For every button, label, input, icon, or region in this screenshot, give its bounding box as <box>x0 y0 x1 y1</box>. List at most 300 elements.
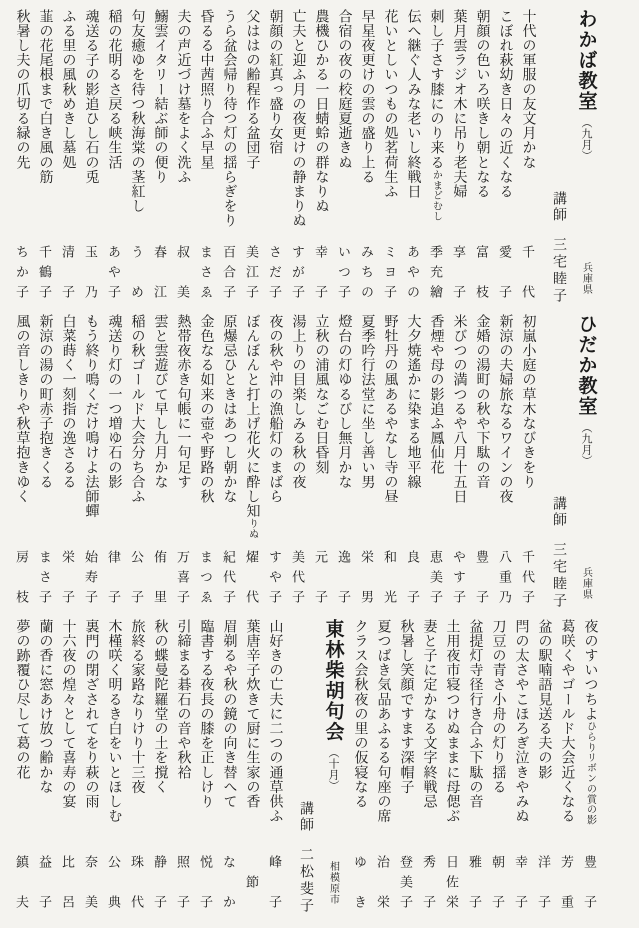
poem-main-text: 合宿の夜の校庭夏逝きぬ <box>336 9 352 170</box>
poem-text <box>314 314 328 475</box>
author-name: 良 子 <box>405 550 420 610</box>
poem-text <box>452 314 466 504</box>
poem-column <box>417 619 440 915</box>
section-title: 東林柴胡句会 <box>322 619 344 742</box>
poem-column <box>286 314 309 610</box>
poem-text <box>153 9 167 184</box>
poem-main-text: 農機ひかる一日蜻蛉の群なりぬ <box>313 9 329 214</box>
poem-text <box>107 9 121 170</box>
poem-text <box>406 9 420 199</box>
poem-main-text: クラス会秋夜の里の仮寝なる <box>352 619 368 809</box>
poem-text <box>383 314 397 504</box>
poem-main-text: 葉月雲ラジオ木に吊り老夫婦 <box>451 9 467 199</box>
poem-column <box>286 9 309 305</box>
poem-main-text: 夢の跡覆ひ尽して葛の花 <box>14 619 30 780</box>
poem-column <box>217 314 240 610</box>
poem-main-text: 米びつの満つるや八月十五日 <box>451 314 467 504</box>
poem-column <box>532 619 555 915</box>
poem-main-text: 雲と雲遊びて早し九月かな <box>152 314 168 490</box>
poem-text <box>15 619 29 780</box>
section-title-column <box>571 9 601 305</box>
author-name: う め <box>129 245 144 305</box>
author-name: 洋 子 <box>536 855 551 915</box>
poem-text <box>176 314 190 489</box>
poem-main-text: もう終り鳴くだけ鳴けよ法師蟬 <box>83 314 99 519</box>
poem-column <box>171 314 194 610</box>
poem-column <box>578 619 601 915</box>
poem-column <box>424 314 447 610</box>
poem-text <box>15 314 29 504</box>
poem-text <box>268 314 282 504</box>
poem-small-text: かまどむし <box>430 169 442 222</box>
poem-column <box>10 619 33 915</box>
author-name: ちか子 <box>14 245 29 305</box>
section-place: 相模原市 <box>327 861 339 905</box>
poem-column <box>148 619 171 915</box>
poem-main-text: 葛咲くやゴールド大会近くなる <box>559 619 575 824</box>
poem-text <box>291 9 305 228</box>
poem-column <box>309 9 332 305</box>
section-period: （九月） <box>580 116 592 161</box>
poem-column <box>332 9 355 305</box>
author-name: 芳 重 <box>559 855 574 915</box>
poem-main-text: 金色なる如来の壺や野路の秋 <box>198 314 214 504</box>
poem-text <box>199 619 213 809</box>
poem-main-text: 盆の駅喃語見送る夫の影 <box>536 619 552 780</box>
poem-text <box>222 9 236 228</box>
author-name: 雅 子 <box>467 855 482 915</box>
lecturer-column <box>545 314 571 623</box>
lecturer-label: 講師 <box>298 801 313 833</box>
poem-main-text: 引締まる碁石の音や秋袷 <box>175 619 191 780</box>
poem-main-text: 稲の花明るさ戻る峡生活 <box>106 9 122 170</box>
poem-column <box>33 314 56 610</box>
poem-column <box>79 314 102 610</box>
author-name: ミヨ子 <box>382 245 397 305</box>
poem-text <box>268 619 282 823</box>
poem-main-text: 夏季吟行法堂に坐し善い男 <box>359 314 375 490</box>
poem-main-text: 早星夜更けの雲の盛り上る <box>359 9 375 185</box>
poem-text <box>38 314 52 489</box>
author-name: 幸 子 <box>513 855 528 915</box>
poem-column <box>470 314 493 610</box>
poem-main-text: 立秋の浦風なごむ日昏刻 <box>313 314 329 475</box>
poem-small-text: ひらりリボンの賞の影 <box>584 721 596 826</box>
poem-text <box>583 619 597 825</box>
author-name: 房 枝 <box>14 550 29 610</box>
poem-text <box>353 619 367 809</box>
poem-column <box>79 619 102 915</box>
author-name: 百合子 <box>221 245 236 305</box>
poem-main-text: 蘭の香に窓あけ放つ齢かな <box>37 619 53 795</box>
section-band-0 <box>10 9 601 305</box>
poem-text <box>38 619 52 794</box>
author-name: まつゑ <box>198 550 213 610</box>
poem-text <box>383 9 397 199</box>
author-name: すが子 <box>290 245 305 305</box>
poem-text <box>429 9 443 222</box>
poem-column <box>125 314 148 610</box>
poem-column <box>171 9 194 305</box>
lecturer-label: 講師 <box>551 496 566 528</box>
poem-main-text: 熱帯夜赤き句帳に一句足す <box>175 314 191 490</box>
poem-text <box>498 314 512 504</box>
poem-main-text: 初嵐小庭の草木なびきをり <box>520 314 536 490</box>
poem-text <box>491 619 505 794</box>
poem-text <box>15 9 29 170</box>
poem-main-text: 臨書する夜長の膝を正しけり <box>198 619 214 809</box>
section-title: わかば教室 <box>575 9 597 112</box>
poem-text <box>245 314 259 539</box>
poem-column <box>263 619 286 915</box>
poem-column <box>470 9 493 305</box>
author-name: ゆ き <box>352 855 367 915</box>
author-name: 春 江 <box>152 245 167 305</box>
poem-column <box>102 9 125 305</box>
poem-column <box>148 314 171 610</box>
poem-main-text: うら盆会帰り待つ灯の揺らぎをり <box>221 9 237 228</box>
poem-text <box>199 314 213 504</box>
poem-main-text: 葉唐辛子炊きて厨に生家の香 <box>244 619 260 809</box>
poem-text <box>521 314 535 489</box>
author-name: な か <box>221 855 236 915</box>
author-name: さだ子 <box>267 245 282 305</box>
poem-text <box>84 619 98 809</box>
lecturer-column <box>292 619 318 928</box>
author-name: 侑 里 <box>152 550 167 610</box>
poem-text <box>360 314 374 489</box>
poem-column <box>447 314 470 610</box>
poem-main-text: 盆提灯寺径行き合ふ下駄の音 <box>467 619 483 809</box>
poem-column <box>33 9 56 305</box>
poem-column <box>516 314 539 610</box>
poem-main-text: 新涼の湯の町赤子抱きくる <box>37 314 53 490</box>
poem-column <box>194 619 217 915</box>
poem-text <box>222 314 236 504</box>
poem-main-text: 妻と子に定かなる文字終戦忌 <box>421 619 437 809</box>
poem-column <box>56 619 79 915</box>
poem-main-text: こぼれ萩幼き日々の近くなる <box>497 9 513 199</box>
poem-main-text: 昏るる中茜照り合ふ早星 <box>198 9 214 170</box>
poem-text <box>314 9 328 213</box>
poem-main-text: 金婚の湯町の秋や下駄の音 <box>474 314 490 490</box>
poem-text <box>130 9 144 213</box>
poem-main-text: 裏門の閉ざされてをり萩の雨 <box>83 619 99 809</box>
poem-column <box>125 9 148 305</box>
author-name: 幸 子 <box>313 245 328 305</box>
author-name: 豊 子 <box>474 550 489 610</box>
section-band-1 <box>10 314 601 610</box>
poem-column <box>240 619 263 915</box>
section-title-group <box>320 619 347 791</box>
poem-column <box>102 619 125 915</box>
poem-main-text: 十六夜の煌々として喜寿の宴 <box>60 619 76 809</box>
author-name: 珠 代 <box>129 855 144 915</box>
poem-column <box>56 314 79 610</box>
author-name: 悦 子 <box>198 855 213 915</box>
poem-column <box>486 619 509 915</box>
poem-main-text: 夜のすいつちよ <box>582 619 598 722</box>
poem-main-text: 旅終る家路なりけり十三夜 <box>129 619 145 795</box>
section-place: 兵庫県 <box>580 567 592 600</box>
poem-text <box>268 9 282 155</box>
author-name: 愛 子 <box>497 245 512 305</box>
author-name: 律 子 <box>106 550 121 610</box>
poem-column <box>493 9 516 305</box>
author-name: 鎮 夫 <box>14 855 29 915</box>
poem-main-text: 朝顔の紅真っ盛り女宿 <box>267 9 283 155</box>
poem-text <box>514 619 528 823</box>
poem-text <box>468 619 482 809</box>
author-name: 登美子 <box>398 855 413 915</box>
author-name: 美代子 <box>290 550 305 610</box>
author-name: 紀代子 <box>221 550 236 610</box>
poem-main-text: 白菜蒔く一刻指の逸さるる <box>60 314 76 490</box>
poem-main-text: 秋暑し笑顔ですます深帽子 <box>398 619 414 795</box>
poem-main-text: 伝へ継ぐ人みな老いし終戦日 <box>405 9 421 199</box>
section-title-column <box>571 314 601 610</box>
poem-main-text: 土用夜市寝つけぬままに母偲ぶ <box>444 619 460 824</box>
poem-main-text: 燈台の灯ゆるびし無月かな <box>336 314 352 490</box>
poem-column <box>171 619 194 915</box>
section-header <box>545 9 601 305</box>
poem-column <box>194 314 217 610</box>
poem-text <box>84 9 98 184</box>
poem-text <box>153 619 167 794</box>
author-name: 比 呂 <box>60 855 75 915</box>
poem-column <box>401 9 424 305</box>
poem-column <box>440 619 463 915</box>
poem-column <box>79 9 102 305</box>
poem-main-text: 刀豆の青さ小舟の灯り揺る <box>490 619 506 795</box>
poem-text <box>560 619 574 823</box>
poem-text <box>406 314 420 489</box>
section-title: ひだか教室 <box>575 314 597 417</box>
author-name: 万喜子 <box>175 550 190 610</box>
poem-column <box>463 619 486 915</box>
poem-text <box>61 9 75 170</box>
lecturer-name: 三宅睦子 <box>551 237 566 305</box>
poem-text <box>337 314 351 489</box>
author-name: 静 子 <box>152 855 167 915</box>
author-name: 照 子 <box>175 855 190 915</box>
poem-text <box>399 619 413 794</box>
poem-column <box>378 314 401 610</box>
poem-main-text: 眉剃るや秋の鏡の向き替へて <box>221 619 237 809</box>
poem-text <box>498 9 512 199</box>
author-name: 益 子 <box>37 855 52 915</box>
poem-column <box>378 9 401 305</box>
author-name: 日佐栄 <box>444 855 459 915</box>
poem-main-text: ぼんぼんと打上げ花火に酔し知 <box>244 314 260 519</box>
section-period: （九月） <box>580 421 592 466</box>
poem-column <box>10 9 33 305</box>
author-name: やす子 <box>451 550 466 610</box>
poem-main-text: 鰯雲イタリー結ぶ師の便り <box>152 9 168 185</box>
poem-main-text: 香煙や母の影追ふ鳳仙花 <box>428 314 444 475</box>
poem-main-text: ふる里の風秋めきし墓処 <box>60 9 76 170</box>
author-name: 公 典 <box>106 855 121 915</box>
poem-main-text: 秋の蝶曼陀羅堂の土を撹く <box>152 619 168 795</box>
lecturer-name: 三宅睦子 <box>551 542 566 610</box>
poem-main-text: 句友癒ゆを待つ秋海棠の茎紅し <box>129 9 145 214</box>
author-name: 元 子 <box>313 550 328 610</box>
lecturer-label: 講師 <box>551 191 566 223</box>
poem-column <box>447 9 470 305</box>
poem-column <box>355 314 378 610</box>
author-name: 峰 子 <box>267 855 282 915</box>
poem-main-text: 夜の秋や沖の漁船灯のまばら <box>267 314 283 504</box>
poem-column <box>263 314 286 610</box>
poem-column <box>555 619 578 915</box>
author-name: 千鶴子 <box>37 245 52 305</box>
poem-column <box>125 619 148 915</box>
poem-text <box>176 619 190 780</box>
poem-main-text: 大夕焼遙かに染まる地平線 <box>405 314 421 490</box>
poem-main-text: 魂送り灯の一つ増ゆ石の影 <box>106 314 122 490</box>
section-header <box>292 619 348 915</box>
poem-text <box>199 9 213 170</box>
author-name: 玉 乃 <box>83 245 98 305</box>
author-name: 和 光 <box>382 550 397 610</box>
poem-column <box>217 619 240 915</box>
poem-small-text: りぬ <box>246 518 258 540</box>
poem-text <box>376 619 390 823</box>
author-name: 享 子 <box>451 245 466 305</box>
author-name: 燿 代 <box>244 550 259 610</box>
poem-column <box>493 314 516 610</box>
poem-text <box>130 619 144 794</box>
author-name: 栄 男 <box>359 550 374 610</box>
poem-column <box>371 619 394 915</box>
poem-main-text: 稲の秋ゴールド大会分ち合ふ <box>129 314 145 504</box>
poem-column <box>516 9 539 305</box>
poem-text <box>153 314 167 489</box>
section-title-group <box>573 9 600 161</box>
author-name: あやの <box>405 245 420 305</box>
poem-text <box>360 9 374 184</box>
author-name: 朝 子 <box>490 855 505 915</box>
poem-text <box>107 314 121 489</box>
poem-column <box>240 314 263 610</box>
poem-text <box>222 619 236 809</box>
poem-main-text: 夏つばき気品あふるる句座の席 <box>375 619 391 824</box>
poem-column <box>424 9 447 305</box>
poem-text <box>61 314 75 489</box>
poem-main-text: 木槿咲く明るき白をいとほしむ <box>106 619 122 824</box>
author-name: 八重乃 <box>497 550 512 610</box>
poem-main-text: 父ははの齢程作る盆団子 <box>244 9 260 170</box>
poem-column <box>217 9 240 305</box>
poem-main-text: 魂送る子の影追ひし石の兎 <box>83 9 99 185</box>
author-name: 富 枝 <box>474 245 489 305</box>
lecturer-name: 二松斐子 <box>298 847 313 915</box>
poem-text <box>429 314 443 475</box>
section-place: 兵庫県 <box>580 262 592 295</box>
poem-main-text: 湯上りの目楽しみる秋の夜 <box>290 314 306 490</box>
author-name: 治 栄 <box>375 855 390 915</box>
poem-column <box>332 314 355 610</box>
author-name: 季充繪 <box>428 245 443 305</box>
poem-text <box>61 619 75 809</box>
section-band-2 <box>10 619 601 915</box>
section-period: （十月） <box>327 747 339 791</box>
author-name: 千代子 <box>520 550 535 610</box>
poem-text <box>537 619 551 780</box>
poem-text <box>452 9 466 199</box>
author-name: 始寿子 <box>83 550 98 610</box>
poem-main-text: 亡夫と迎ふ月の夜更けの静まりぬ <box>290 9 306 228</box>
author-name: あや子 <box>106 245 121 305</box>
section-title-group <box>573 314 600 466</box>
section-title-column <box>318 619 348 915</box>
poem-column <box>348 619 371 915</box>
poem-text <box>445 619 459 823</box>
poem-column <box>10 314 33 610</box>
poem-main-text: 野牡丹の風あるやなし寺の昼 <box>382 314 398 504</box>
poem-column <box>194 9 217 305</box>
poem-text <box>475 9 489 199</box>
poem-main-text: 花いとしいつもの処茗荷生ふ <box>382 9 398 199</box>
author-name: すや子 <box>267 550 282 610</box>
poem-main-text: 山好きの亡夫に二つの通草供ふ <box>267 619 283 824</box>
poem-column <box>401 314 424 610</box>
poem-text <box>84 314 98 518</box>
poem-column <box>394 619 417 915</box>
author-name: 美江子 <box>244 245 259 305</box>
author-name: まさゑ <box>198 245 213 305</box>
poem-main-text: 朝顔の色いろ咲きし朝となる <box>474 9 490 199</box>
poem-main-text: 新涼の夫婦旅なるワインの夜 <box>497 314 513 504</box>
poem-text <box>291 314 305 489</box>
poem-text <box>521 9 535 170</box>
author-name: みちの <box>359 245 374 305</box>
author-name: 公 子 <box>129 550 144 610</box>
poem-text <box>176 9 190 184</box>
poem-column <box>263 9 286 305</box>
poem-main-text: 刺し子さす膝にのり来る <box>428 9 444 170</box>
poem-column <box>56 9 79 305</box>
poem-column <box>240 9 263 305</box>
poem-text <box>245 619 259 809</box>
poem-main-text: 十代の軍服の友文月かな <box>520 9 536 170</box>
author-name: 栄 子 <box>60 550 75 610</box>
author-name: まさ子 <box>37 550 52 610</box>
poem-column <box>509 619 532 915</box>
author-name: 清 子 <box>60 245 75 305</box>
poem-text <box>422 619 436 809</box>
poem-column <box>33 619 56 915</box>
poem-text <box>337 9 351 170</box>
poem-column <box>355 9 378 305</box>
poem-column <box>309 314 332 610</box>
lecturer-column <box>545 9 571 318</box>
poem-text <box>38 9 52 184</box>
poem-column <box>102 314 125 610</box>
poem-text <box>475 314 489 489</box>
author-name: 逸 子 <box>336 550 351 610</box>
poem-text <box>107 619 121 823</box>
author-name: いつ子 <box>336 245 351 305</box>
poem-main-text: 秋暑し夫の爪切る緑の先 <box>14 9 30 170</box>
poem-main-text: 風の音しきりや秋草抱きゆく <box>14 314 30 504</box>
author-name: 恵美子 <box>428 550 443 610</box>
poem-text <box>245 9 259 170</box>
author-name: 奈 美 <box>83 855 98 915</box>
author-name: 節 <box>244 855 259 915</box>
poem-text <box>130 314 144 504</box>
poem-main-text: 夫の声近づけ墓をよく洗ふ <box>175 9 191 185</box>
